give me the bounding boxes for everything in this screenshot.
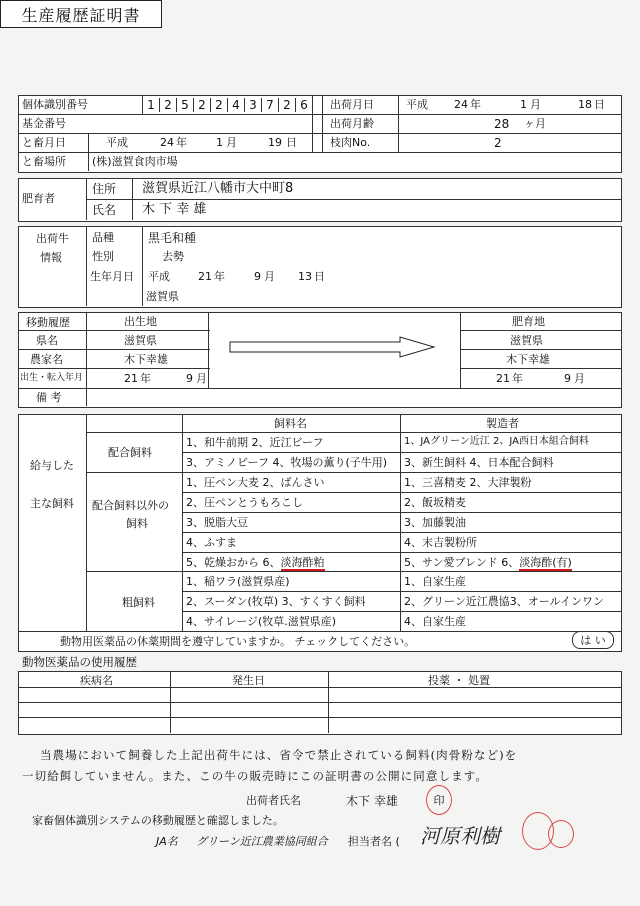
kotai-digit: 2 [193, 98, 210, 112]
birth-label: 生年月日 [90, 270, 134, 283]
haigo-feed: 1、和牛前期 2、近江ビーフ [186, 436, 324, 449]
tochiku-year: 24 [160, 136, 174, 149]
shipper-label: 出荷者氏名 [246, 794, 301, 807]
maker-header: 製造者 [486, 417, 519, 430]
other-label: 配合飼料以外の [92, 499, 169, 512]
declaration-line-1: 当農場において飼養した上記出荷牛には、省令で禁止されている飼料(肉骨粉など)を [40, 748, 518, 762]
year-unit: 年 [214, 270, 225, 283]
fatten-farmer: 木下幸雄 [506, 353, 550, 366]
month-unit: 月 [226, 136, 237, 149]
kotai-digit: 7 [261, 98, 278, 112]
shukka-date-era: 平成 [406, 98, 428, 111]
sex-label: 性別 [92, 250, 114, 263]
other-feed: 4、ふすま [186, 536, 237, 549]
edaniku-label: 枝肉No. [330, 136, 371, 149]
other-feed: 3、脱脂大豆 [186, 516, 248, 529]
other-maker-last [404, 557, 572, 568]
kotai-digit: 2 [210, 98, 227, 112]
tochiku-label: と畜月日 [22, 136, 66, 149]
year-unit: 年 [176, 136, 187, 149]
shukka-date-year: 24 [454, 98, 468, 111]
kotai-digit: 5 [176, 98, 193, 112]
haigo-label: 配合飼料 [108, 446, 152, 459]
breed-label: 品種 [92, 231, 114, 244]
edaniku-no: 2 [494, 136, 502, 150]
month-unit: 月 [530, 98, 541, 111]
kotai-digit: 3 [244, 98, 261, 112]
given-label: 給与した [30, 459, 74, 472]
farmer-label: 農家名 [30, 353, 63, 366]
rough-maker: 1、自家生産 [404, 575, 466, 588]
other-maker-last-prefix: 5、サン愛ブレンド 6、 [404, 556, 520, 569]
other-maker-last-highlight: 淡海酢(有) [519, 556, 572, 569]
haigo-feed: 3、アミノビーフ 4、牧場の薫り(子牛用) [186, 456, 388, 469]
month-unit: 月 [264, 270, 275, 283]
other-feed: 2、圧ペンとうもろこし [186, 496, 303, 509]
person-signature: 河原利樹 [420, 824, 500, 848]
cattle-label-2: 情報 [40, 251, 62, 264]
haigo-maker: 3、新生飼料 4、日本配合飼料 [404, 456, 554, 469]
shukka-age: 28 [494, 117, 510, 131]
birth-day: 13 [298, 270, 312, 283]
col-treatment: 投薬 ・ 処置 [428, 674, 490, 687]
kyuyaku-answer-circle [572, 631, 614, 649]
birth-era: 平成 [148, 270, 170, 283]
birthplace-value: 滋賀県 [146, 290, 179, 303]
col-disease: 疾病名 [80, 674, 113, 687]
tochikujo-value: (株)滋賀食肉市場 [92, 155, 178, 168]
kyuyaku-answer: は い [580, 634, 606, 647]
ja-name: グリーン近江農業協同組合 [196, 835, 328, 848]
arrow-icon [228, 336, 438, 358]
other-label-2: 飼料 [126, 517, 148, 530]
col-date: 発生日 [232, 674, 265, 687]
fatten-pref: 滋賀県 [510, 334, 543, 347]
pref-label: 県名 [36, 334, 58, 347]
name-value: 木 下 幸 雄 [142, 202, 207, 217]
address-value: 滋賀県近江八幡市大中町8 [142, 181, 294, 196]
shukka-age-label: 出荷月齢 [330, 117, 374, 130]
date-label: 出生・転入年月 [20, 373, 84, 383]
other-maker: 1、三喜精麦 2、大津製粉 [404, 476, 532, 489]
day-unit: 日 [314, 270, 325, 283]
day-unit: 日 [594, 98, 605, 111]
shukka-date-label: 出荷月日 [330, 98, 374, 111]
confirm-text: 家畜個体識別システムの移動履歴と確認しました。 [32, 814, 284, 827]
medicine-section-title: 動物医薬品の使用履歴 [22, 655, 137, 669]
rough-feed: 1、稲ワラ(滋賀県産) [186, 575, 290, 588]
other-feed: 1、圧ペン大麦 2、ばんさい [186, 476, 325, 489]
rough-label: 粗飼料 [122, 596, 155, 609]
kotai-digit: 4 [227, 98, 244, 112]
other-maker: 2、飯坂精麦 [404, 496, 466, 509]
feed-header: 飼料名 [274, 417, 307, 430]
sex-value: 去勢 [162, 250, 184, 263]
birth-year: 21 [198, 270, 212, 283]
shukka-date-month: 1 [520, 98, 527, 111]
birth-pref: 滋賀県 [124, 334, 157, 347]
page-title: 生産履歴証明書 [0, 0, 162, 28]
other-maker: 4、末吉製粉所 [404, 536, 477, 549]
kotai-digit: 6 [295, 98, 312, 112]
kyuyaku-question: 動物用医薬品の休薬期間を遵守していますか。 チェックしてください。 [60, 635, 416, 648]
rough-feed: 2、スーダン(牧草) 3、すくすく飼料 [186, 595, 366, 608]
kotai-digit: 2 [278, 98, 295, 112]
person-label: 担当者名 ( [348, 835, 400, 848]
other-maker: 3、加藤製油 [404, 516, 466, 529]
birth-date-month: 9 [186, 372, 193, 385]
other-feed-last [186, 557, 325, 568]
rough-maker: 2、グリーン近江農協3、オールインワン [404, 595, 605, 608]
other-feed-last-prefix: 5、乾燥おから 6、 [186, 556, 281, 569]
haigo-maker: 1、JAグリーン近江 2、JA西日本組合飼料 [404, 436, 589, 447]
birth-place-header: 出生地 [124, 315, 157, 328]
fatten-date-year: 21 [496, 372, 510, 385]
declaration-line-2: 一切給餌していません。また、この牛の販売時にこの証明書の公開に同意します。 [22, 769, 488, 783]
rough-feed: 4、サイレージ(牧草.滋賀県産) [186, 615, 337, 628]
movement-label: 移動履歴 [26, 316, 70, 329]
year-unit: 年 [512, 372, 523, 385]
fatten-place-header: 肥育地 [512, 315, 545, 328]
address-label: 住所 [92, 182, 117, 196]
shukka-age-unit: ヶ月 [524, 117, 546, 130]
cattle-label: 出荷牛 [36, 232, 69, 245]
kotai-digit: 1 [142, 98, 159, 112]
kotai-digit: 2 [159, 98, 176, 112]
tochikujo-label: と畜場所 [22, 155, 66, 168]
birth-farmer: 木下幸雄 [124, 353, 168, 366]
person-seal-2 [548, 820, 574, 848]
name-label: 氏名 [92, 203, 117, 217]
birth-date-year: 21 [124, 372, 138, 385]
birth-month: 9 [254, 270, 261, 283]
biko-block [18, 388, 622, 408]
shipper-seal [426, 785, 452, 815]
kotai-label: 個体識別番号 [22, 98, 88, 111]
ja-label: JA名 [156, 835, 178, 848]
seal-text: 印 [433, 794, 445, 807]
tochiku-month: 1 [216, 136, 223, 149]
month-unit: 月 [196, 372, 207, 385]
breed-value: 黒毛和種 [148, 231, 197, 245]
other-feed-last-highlight: 淡海酢粕 [280, 556, 325, 569]
year-unit: 年 [470, 98, 481, 111]
shukka-date-day: 18 [578, 98, 592, 111]
shipper-name: 木下 幸雄 [346, 794, 398, 808]
tochiku-era: 平成 [106, 136, 128, 149]
given-label-2: 主な飼料 [30, 497, 74, 510]
month-unit: 月 [574, 372, 585, 385]
day-unit: 日 [286, 136, 297, 149]
kotai-number [142, 95, 312, 114]
rough-maker: 4、自家生産 [404, 615, 466, 628]
fatten-date-month: 9 [564, 372, 571, 385]
biko-label: 備 考 [36, 391, 62, 404]
year-unit: 年 [140, 372, 151, 385]
hiikusha-label: 肥育者 [22, 192, 55, 205]
tochiku-day: 19 [268, 136, 282, 149]
kikin-label: 基金番号 [22, 117, 66, 130]
